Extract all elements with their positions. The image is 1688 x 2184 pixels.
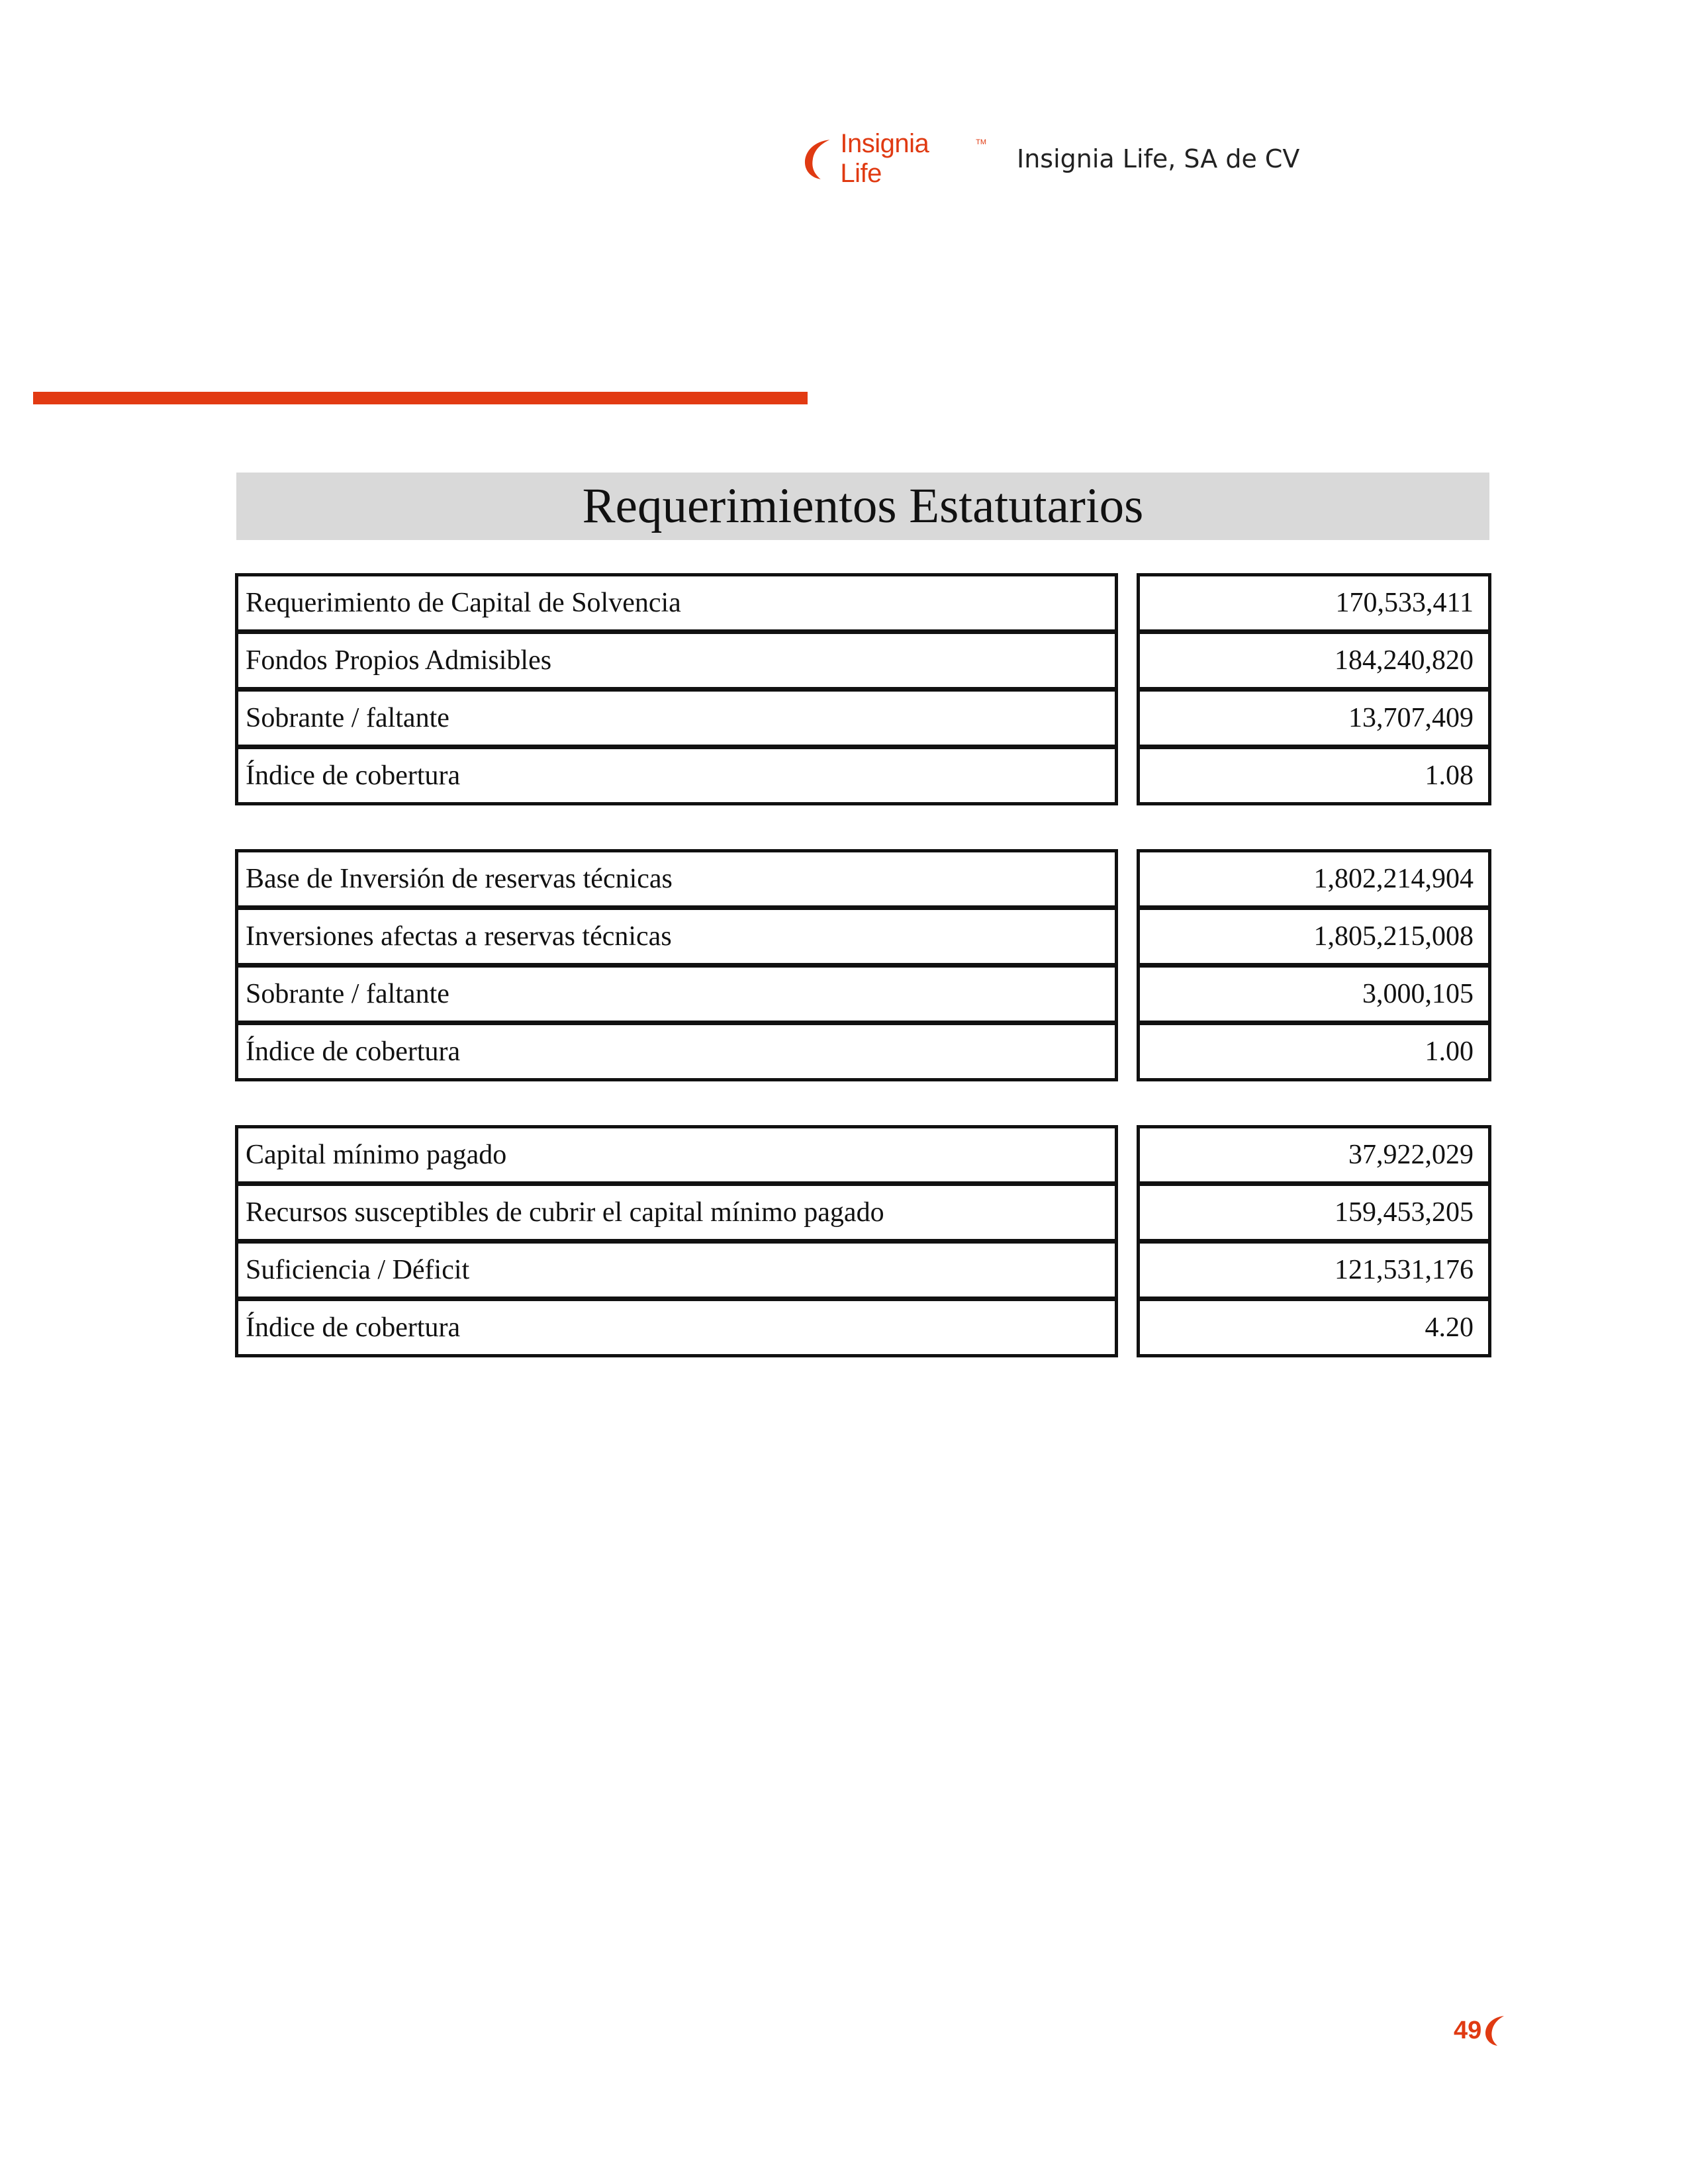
row-value: 1.00 (1137, 1022, 1491, 1081)
table-row (235, 1125, 1491, 1185)
table-row (235, 1022, 1491, 1081)
table-row (235, 688, 1491, 748)
title-banner (236, 473, 1489, 540)
brand-logo (801, 129, 986, 189)
row-label: Índice de cobertura (235, 746, 1118, 805)
row-value: 1,802,214,904 (1137, 849, 1491, 909)
row-value: 184,240,820 (1137, 631, 1491, 690)
row-value: 121,531,176 (1137, 1240, 1491, 1300)
row-value: 159,453,205 (1137, 1183, 1491, 1242)
table-row (235, 849, 1491, 909)
table-row (235, 1183, 1491, 1242)
page-number (1454, 2015, 1509, 2046)
row-label: Índice de cobertura (235, 1298, 1118, 1357)
table-row (235, 1240, 1491, 1300)
row-value: 4.20 (1137, 1298, 1491, 1357)
row-label: Recursos susceptibles de cubrir el capital mínimo pagado (235, 1183, 1118, 1242)
row-label: Inversiones afectas a reservas técnicas (235, 907, 1118, 966)
table-row (235, 746, 1491, 805)
crescent-logo-icon (1483, 2015, 1509, 2046)
row-value: 13,707,409 (1137, 688, 1491, 748)
logo-text: Insignia Life (840, 129, 929, 188)
page-number-text: 49 (1454, 2016, 1482, 2044)
table-group-reserves (235, 849, 1491, 1081)
row-value: 37,922,029 (1137, 1125, 1491, 1185)
row-label: Capital mínimo pagado (235, 1125, 1118, 1185)
crescent-logo-icon (801, 137, 840, 181)
row-value: 3,000,105 (1137, 964, 1491, 1024)
row-value: 1.08 (1137, 746, 1491, 805)
table-group-minimum-capital (235, 1125, 1491, 1357)
page-title: Requerimientos Estatutarios (582, 478, 1144, 533)
row-label: Fondos Propios Admisibles (235, 631, 1118, 690)
row-label: Requerimiento de Capital de Solvencia (235, 573, 1118, 633)
row-value: 1,805,215,008 (1137, 907, 1491, 966)
row-value: 170,533,411 (1137, 573, 1491, 633)
table-row (235, 573, 1491, 633)
table-row (235, 1298, 1491, 1357)
row-label: Sobrante / faltante (235, 964, 1118, 1024)
row-label: Índice de cobertura (235, 1022, 1118, 1081)
table-group-solvency (235, 573, 1491, 805)
page-header (801, 129, 1300, 188)
accent-bar (33, 392, 808, 404)
company-name: Insignia Life, SA de CV (1017, 144, 1300, 173)
table-row (235, 964, 1491, 1024)
row-label: Sobrante / faltante (235, 688, 1118, 748)
table-row (235, 631, 1491, 690)
table-row (235, 907, 1491, 966)
logo-trademark: TM (976, 138, 986, 146)
row-label: Suficiencia / Déficit (235, 1240, 1118, 1300)
row-label: Base de Inversión de reservas técnicas (235, 849, 1118, 909)
